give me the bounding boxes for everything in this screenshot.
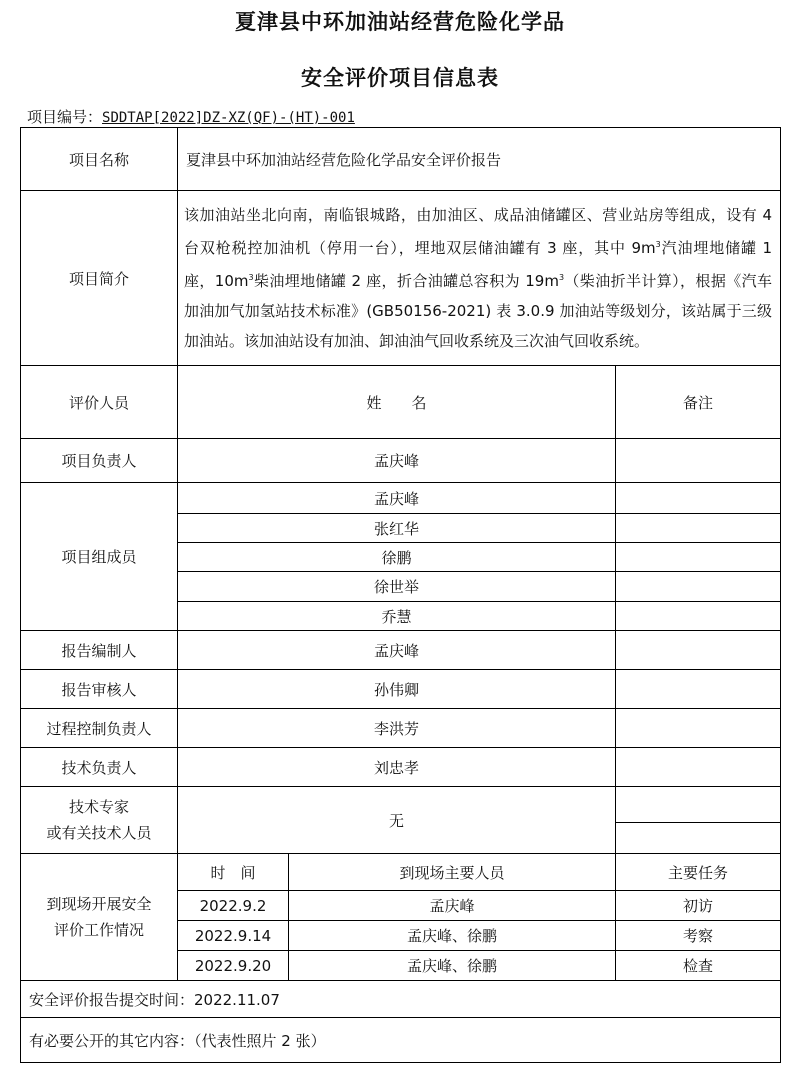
other-content: 有必要公开的其它内容：（代表性照片 2 张） <box>21 1018 781 1063</box>
site-visit-time: 2022.9.20 <box>178 951 289 981</box>
process-control-row <box>21 709 781 748</box>
intro-sup2: 3 <box>248 273 254 282</box>
tech-lead-note <box>616 748 781 787</box>
intro-sup3: 3 <box>558 273 565 282</box>
site-label-line2: 评价工作情况 <box>53 921 144 939</box>
writer-row <box>21 631 781 670</box>
intro-part3: 柴油埋地储罐 2 座，折合油罐总容积为 19m <box>253 272 559 290</box>
member-note <box>616 543 781 572</box>
site-visit-task: 检查 <box>616 951 781 981</box>
member-name: 乔慧 <box>178 602 616 631</box>
member-note <box>616 602 781 631</box>
member-name: 孟庆峰 <box>178 483 616 514</box>
site-visit-persons: 孟庆峰 <box>289 891 616 921</box>
experts-note <box>616 787 781 823</box>
member-note <box>616 514 781 543</box>
project-number <box>27 106 355 127</box>
staff-header-row <box>21 366 781 439</box>
reviewer-role: 报告审核人 <box>21 670 178 709</box>
staff-header-name: 姓 名 <box>178 366 616 439</box>
tech-lead-row <box>21 748 781 787</box>
writer-note <box>616 631 781 670</box>
project-number-label: 项目编号： <box>27 108 103 126</box>
member-name: 徐鹏 <box>178 543 616 572</box>
project-intro-text <box>178 191 781 366</box>
project-name-value: 夏津县中环加油站经营危险化学品安全评价报告 <box>178 128 781 191</box>
site-visit-task: 考察 <box>616 921 781 951</box>
site-header-row <box>21 854 781 891</box>
experts-role <box>21 787 178 854</box>
site-visit-task: 初访 <box>616 891 781 921</box>
site-visit-time: 2022.9.14 <box>178 921 289 951</box>
project-intro-label: 项目简介 <box>21 191 178 366</box>
project-name-row <box>21 128 781 191</box>
leader-role: 项目负责人 <box>21 439 178 483</box>
site-header-time: 时 间 <box>178 854 289 891</box>
tech-lead-name: 刘忠孝 <box>178 748 616 787</box>
site-visit-persons: 孟庆峰、徐鹏 <box>289 921 616 951</box>
experts-name: 无 <box>178 787 616 854</box>
member-name: 张红华 <box>178 514 616 543</box>
member-row <box>21 483 781 514</box>
submit-time-row <box>21 981 781 1018</box>
intro-sup1: 3 <box>655 240 661 249</box>
member-note <box>616 483 781 514</box>
leader-name: 孟庆峰 <box>178 439 616 483</box>
experts-role-line1: 技术专家 <box>68 798 129 816</box>
project-name-label: 项目名称 <box>21 128 178 191</box>
document-title-line2: 安全评价项目信息表 <box>301 66 499 90</box>
process-control-name: 李洪芳 <box>178 709 616 748</box>
other-content-row <box>21 1018 781 1063</box>
members-role: 项目组成员 <box>21 483 178 631</box>
staff-header-role: 评价人员 <box>21 366 178 439</box>
submit-time: 安全评价报告提交时间：2022.11.07 <box>21 981 781 1018</box>
leader-note <box>616 439 781 483</box>
experts-note-2 <box>616 823 781 854</box>
site-label-line1: 到现场开展安全 <box>46 895 152 913</box>
leader-row <box>21 439 781 483</box>
site-header-persons: 到现场主要人员 <box>289 854 616 891</box>
site-visit-persons: 孟庆峰、徐鹏 <box>289 951 616 981</box>
project-number-value: SDDTAP[2022]DZ-XZ(QF)-(HT)-001 <box>102 110 355 126</box>
writer-name: 孟庆峰 <box>178 631 616 670</box>
experts-role-line2: 或有关技术人员 <box>46 824 152 842</box>
intro-part1: 该加油站坐北向南，南临银城路，由加油区、成品油储罐区、营业站房等组成，设有 4 台双枪税控加油机（停用一台），埋地双层储油罐有 3 座，其中 9m <box>184 206 773 257</box>
member-note <box>616 572 781 602</box>
intro-part2: 汽油埋地储罐 1 座，10m <box>184 239 773 290</box>
site-header-task: 主要任务 <box>616 854 781 891</box>
staff-header-note: 备注 <box>616 366 781 439</box>
reviewer-row <box>21 670 781 709</box>
tech-lead-role: 技术负责人 <box>21 748 178 787</box>
info-table <box>20 127 781 1063</box>
document-title-line1: 夏津县中环加油站经营危险化学品 <box>235 10 565 34</box>
process-control-role: 过程控制负责人 <box>21 709 178 748</box>
intro-part4: （柴油折半计算），根据《汽车加油加气加氢站技术标准》(GB50156-2021) 表 3.0.9 加油站等级划分，该站属于三级加油站。该加油站设有加油、卸油油气回收系统及三次油气回收系统。 <box>184 272 773 350</box>
writer-role: 报告编制人 <box>21 631 178 670</box>
site-visit-time: 2022.9.2 <box>178 891 289 921</box>
site-label <box>21 854 178 981</box>
member-name: 徐世举 <box>178 572 616 602</box>
reviewer-name: 孙伟卿 <box>178 670 616 709</box>
project-intro-row <box>21 191 781 366</box>
process-control-note <box>616 709 781 748</box>
reviewer-note <box>616 670 781 709</box>
experts-row <box>21 787 781 823</box>
